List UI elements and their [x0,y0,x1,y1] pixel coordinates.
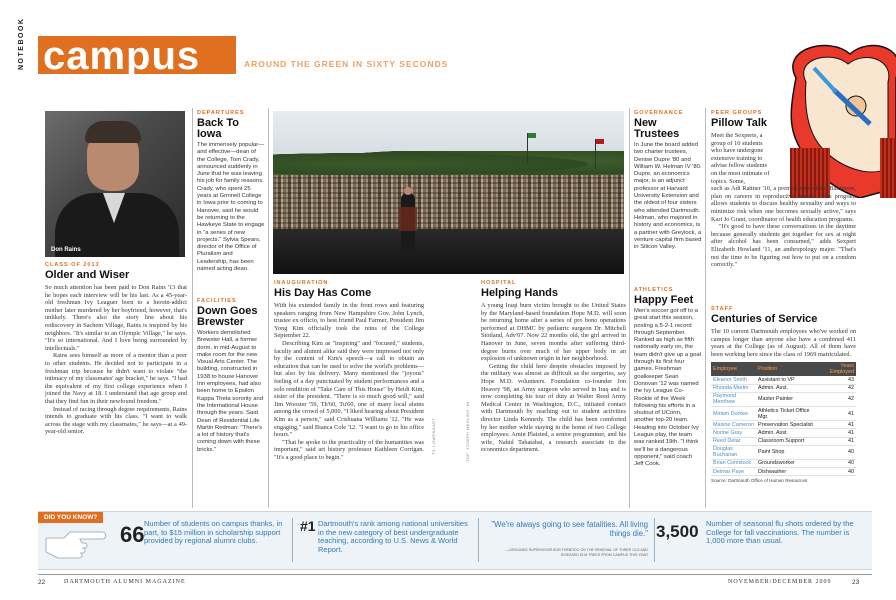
paragraph: In June the board added two charter trustees, Denise Dupre '80 and William W. Helman IV '80. Dupre, an economics major, is an adjunct professor at Harvard University Extension and the oldest of four sisters who attended Dartmouth. Helman, who majored in history and economics, is a partner with Greylock, a venture capital firm based in Silicon Valley. [634,142,702,251]
did-you-know-label: DID YOU KNOW? [38,512,103,523]
employee-position: Admin. Asst. [756,384,817,392]
employee-name: Brian Comstock [711,459,756,467]
employee-name: Eleanor Smith [711,376,756,384]
headline: Older and Wiser [45,269,130,281]
table-row [711,376,856,384]
employee-position: Groundsworker [756,459,817,467]
employee-years: 40 [817,468,856,476]
employee-years: 41 [817,406,856,420]
column-header: Position [756,362,817,376]
employee-years: 43 [817,376,856,384]
table-source: Source: Dartmouth Office of Human Resources [711,478,808,484]
headline: Back To Iowa [197,117,239,140]
portrait-photo [45,111,185,257]
kicker: STAFF [711,306,734,312]
article-governance [634,110,702,251]
paragraph: Meet the Sexperts, a group of 10 students who have undergone extensive training to advise fellow students on the most intimate of topics. Some, [711,132,770,185]
headline: Pillow Talk [711,117,768,129]
table-row [711,445,856,459]
employee-years: 42 [817,384,856,392]
article-class-2013 [45,262,187,436]
paragraph: "That he spoke to the practicality of the humanities was important," said art history professor Kathleen Corrigan. "It's a good place to begin." [274,438,424,461]
article-peer-groups [711,110,856,269]
table-row [711,384,856,392]
employee-name: Reed Detar [711,437,756,445]
table-row [711,406,856,420]
headline: His Day Has Come [274,287,372,299]
headline: Helping Hands [481,287,559,299]
column-header: Years Employed [817,362,856,376]
table-row [711,437,856,445]
table-row [711,421,856,429]
magazine-name: DARTMOUTH ALUMNI MAGAZINE [64,579,186,585]
did-you-know-band [38,511,872,570]
fact-text: Number of seasonal flu shots ordered by the College for fall vaccinations. The number is 1,000 more than usual. [706,519,854,545]
photo-caption: Don Rains [51,247,81,253]
fact-text: Dartmouth's rank among national universities in the new category of best undergraduate teaching, according to U.S. News & World Report. [318,519,468,554]
employee-years: 41 [817,421,856,429]
employee-position: Assistant to VP [756,376,817,384]
kicker: DEPARTURES [197,110,245,116]
employee-name: Rhonda Martin [711,384,756,392]
headline: Down Goes Brewster [197,305,258,328]
page-number-left: 22 [38,579,46,586]
employee-years: 40 [817,459,856,467]
employee-name: Delmar Paye [711,468,756,476]
photo-credit: TIL LOWENGART [432,417,436,455]
paragraph: Instead of racing through degree requirements, Rains intends to graduate with his class. "I want to walk across the stage with my classmates," he says—at a 49-year-old senior. [45,405,187,436]
article-inauguration [274,280,424,461]
kicker: HOSPITAL [481,280,517,286]
section-label: NOTEBOOK [18,17,25,70]
paragraph: Men's soccer got off to a great start this season, posting a 5-2-1 record through September. Ranked as high as fifth nationally early on, the team didn't give up a goal through its first four games. Freshman goalkeeper Sean Donovan '12 was named the Ivy League Co-Rookie of the Week following his efforts in a shutout of UConn, another top-20 team. Heading into October Ivy League play, the team was ranked 19th. "I think we'll be a dangerous opponent," said coach Jeff Cook. [634,308,701,468]
employee-name: Raymond Merrihew [711,392,756,406]
fact-number: #1 [300,518,316,534]
photo-credit: TOP: JOSEPH MEHLING '69 [466,401,470,462]
article-staff [711,306,856,483]
employee-position: Master Painter [756,392,817,406]
article-facilities [197,298,265,454]
employee-position: Athletics Ticket Office Mgr. [756,406,817,420]
paragraph: Rains sees himself as more of a mentor than a peer to other students. He decided not to participate in a freshman trip because he didn't want to violate "the intimacy of my classmates' age bracket," he says. "I had the equivalent of my first college experience when I joined the Navy at 18. I understand that age group and that they find fun in their newfound freedom." [45,352,187,405]
paragraph: A young Iraqi burn victim brought to the United States by the Maryland-based foundation Hope M.D. will soon be returning home after a series of pro bono operations performed at DHMC by pediatric surgeon Dr. Mitchell Stotland, Adv'07. Now 22 months old, the girl arrived in Hanover in June, seven months after suffering third-degree burns over much of her upper body in an explosion of unknown origin in her neighborhood. [481,302,626,363]
kicker: CLASS OF 2013 [45,262,100,268]
section-banner [38,34,236,78]
headline: New Trustees [634,117,680,140]
column-header: Employee [711,362,756,376]
issue-date: NOVEMBER/DECEMBER 2009 [728,579,832,585]
table-row [711,459,856,467]
staff-table [711,362,856,476]
article-departures [197,110,265,273]
employee-years: 40 [817,445,856,459]
employee-name: Miriam Durkee [711,406,756,420]
table-row [711,468,856,476]
table-row [711,429,856,437]
paragraph: "It's good to have these conversations in the daytime because generally students get together for sex at night after alcohol has been consumed," adds Sexpert Elizabeth Howland '11, an anthropology major. "That's not the time to be figuring out how to put on a condom correctly." [711,223,856,269]
article-hospital [481,280,626,454]
fact-number: 3,500 [656,522,699,541]
kicker: PEER GROUPS [711,110,763,116]
fact-number: 66 [120,522,145,547]
employee-position: Dishwasher [756,468,817,476]
employee-name: Maxine Cameron [713,421,755,428]
kicker: GOVERNANCE [634,110,684,116]
employee-position: Paint Shop [756,445,817,459]
quote: "We're always going to see fatalities. All living things die." [491,520,648,538]
inauguration-photo [273,111,624,274]
paragraph: With his extended family in the front rows and featuring speakers ranging from New Hampshire Gov. John Lynch, trustee ex officio, to best friend Paul Farmer, President Jim Yong Kim officially took the reins of the College September 22. [274,302,424,340]
employee-years: 42 [817,392,856,406]
employee-years: 41 [817,437,856,445]
quote-attribution: —GROUNDS SUPERVISOR BOB THEBODO ON THE REMOVAL OF THREE OLD AND DISEASED ELM TREES FROM CAMPUS THIS YEAR [505,548,648,557]
employee-name: Douglas Buchanan [711,445,756,459]
paragraph: The 10 current Dartmouth employees who've worked on campus longer than anyone else have a combined 411 years at the College (as of August). All of them have been working here since the class of 1969 matriculated. [711,328,856,358]
table-header-row [711,362,856,376]
pointing-hand-icon [44,528,108,562]
employee-name: Norine Gray [711,429,756,437]
page-number-right: 23 [852,579,860,586]
kicker: INAUGURATION [274,280,329,286]
headline: Centuries of Service [711,313,818,325]
employee-position: Preservation Specialist [756,421,817,429]
paragraph: So much attention has been paid to Don Rains '13 that he hopes each interview will be his last. As a 45-year-old freshman Ivy Leaguer born to a heroin-addict mother later murdered by her boyfriend, however, that's unlikely. There's also the story line about his rediscovery in Sachem Village, Rains is inspired by his neighbors. "It's similar to an Olympic Village," he says. "It's so international. And I love being surrounded by intellectuals." [45,284,187,352]
page-subtitle: AROUND THE GREEN IN SIXTY SECONDS [244,59,449,69]
paragraph: such as Adi Rattner '10, a premed major from Baltimore, plan on careers in reproductive health. "This program allows students to discuss healthy sexuality and ways to minimize risk when one becomes sexually active," says Kari Jo Grant, coordinator of health education programs. [711,185,856,223]
paragraph: The immensely popular—and effective—dean of the College, Tom Crady, announced suddenly in June that he was leaving his job for family reasons. Crady, who spent 25 years at Grinnell College in Iowa prior to coming to Hanover, said he would be returning to the Hawkeye State to engage in "a series of new projects." Sylvia Spears, director of the Office of Pluralism and Leadership, has been named acting dean. [197,142,265,273]
employee-position: Classroom Support [756,437,817,445]
paragraph: Describing Kim as "inspiring" and "focused," students, faculty and alumni alike said they were impressed not only by the content of Kim's speech—a call to obtain an education that can be used to solve the world's problems—but also by his delivery. Many mentioned the "joyous" feeling of a day punctuated by student performances and a solo rendition of "Take Care of This House" by Heidi Kim, sister of the president. "There is so much good will," said Jim Wooster '59, Th'60, Tu'60, one of many local alums among the crowd of 5,000. "I liked hearing about President Kim as a person," said Crishuana Williams '12. "He was engaging," said Bianca Cole '12. "I want to go to his office hours." [274,339,424,439]
page-title: campus [43,34,201,78]
article-athletics [634,287,702,469]
table-row [711,392,856,406]
paragraph: Getting the child here despite obstacles imposed by the military was almost as difficult as the surgeries, say Hope M.D. volunteers. Foundation co-founder Jon Heavey '98, an Army surgeon who served in Iraq and is now completing his tour of duty at Walter Reed Army Medical Center in Washington, D.C., initiated contact with Dartmouth by reaching out to student activities director Linda Kennedy. The child has been comforted by her mother while staying in the home of two College employees: Amin Plaisted, a senior programmer, and his wife, Nahid Tabatabai, a research associate in the economics department. [481,362,626,454]
kicker: FACILITIES [197,298,237,304]
kicker: ATHLETICS [634,287,674,293]
paragraph: Workers demolished Brewster Hall, a former dorm, in mid-August to make room for the new Visual Arts Center. The building, constructed in 1938 to house Hanover Inn employees, had also been home to Epsilon Kappa Theta sorority and the International House through the years. Said Dean of Residential Life Martin Redman: "There's a lot of history that's coming down with these bricks." [197,330,264,453]
employee-position: Admin. Asst. [756,429,817,437]
fact-text: Number of students on campus thanks, in part, to $15 million in scholarship support provided by regional alumni clubs. [144,519,283,545]
headline: Happy Feet [634,294,694,306]
employee-years: 41 [817,429,856,437]
